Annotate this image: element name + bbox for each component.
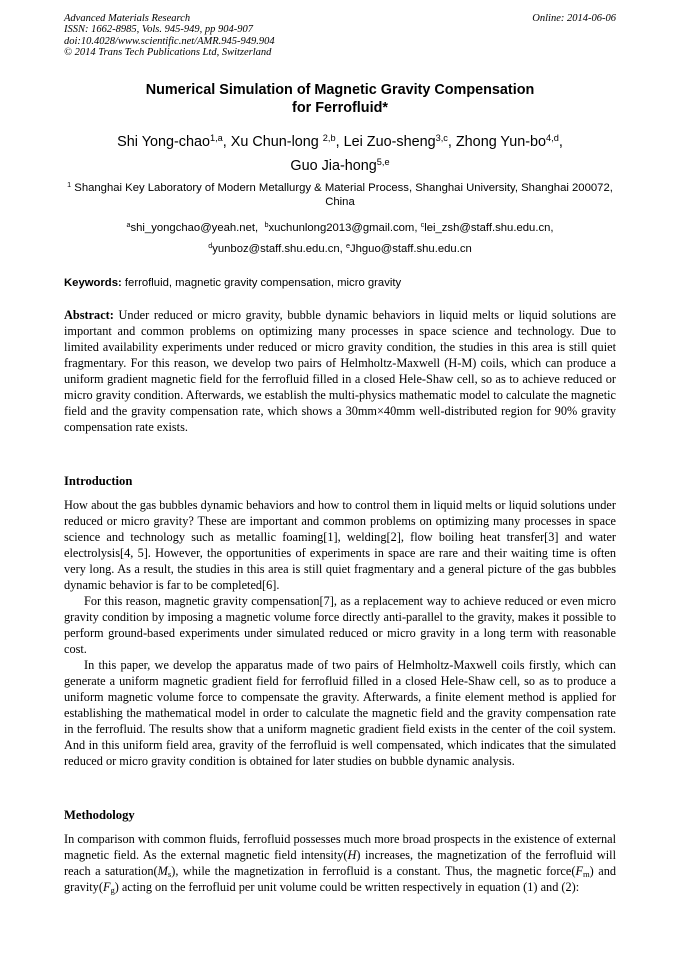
affiliation-mark: 1: [67, 180, 72, 190]
introduction-body: [64, 497, 616, 769]
email-mark: d: [208, 241, 213, 251]
author-affil-mark: 1,a: [209, 132, 223, 143]
paragraph: In this paper, we develop the apparatus made of two pairs of Helmholtz-Maxwell coils firstly, which can generate a uniform magnetic gradient field for ferrofluid filled in a closed Hele-Shaw cell, so as to produce a uniform magnetic volume force to compensate the gravity. Afterwards, a finite element method is applied for establishing the mathematical model in order to calculate the magnetic field and the gravity compensation rate in the ferrofluid. The results show that a uniform magnetic gradient field exists in the center of the coil system. And in this uniform field area, gravity of the ferrofluid is well compensated, which indicates that the simulated reduced or micro gravity condition is obtained for later studies on bubble dynamic analysis.: [64, 658, 616, 768]
symbol-fm: F: [575, 864, 583, 878]
email-mark: b: [264, 220, 269, 230]
paragraph: How about the gas bubbles dynamic behaviors and how to control them in liquid melts or liquid solutions under reduced or micro gravity? These are important and common problems on optimizing many processes in space science and technology such as metallic foaming[1], welding[2], flow boiling heat transfer[3] and water electrolysis[4, 5]. However, the opportunities of experiments in space are rare and their waiting time is often very long. As a result, the studies in this area is still quiet fragmentary and a general picture of the gas bubbles dynamic behavior is far to be completed[6].: [64, 498, 616, 592]
email-address[interactable]: xuchunlong2013@gmail.com,: [268, 222, 418, 234]
keywords-text: ferrofluid, magnetic gravity compensation, micro gravity: [121, 277, 402, 289]
text-run: In comparison with common fluids, ferrofluid possesses much more broad prospects in the existence of external magnetic field. As the external magnetic field intensity(: [64, 832, 616, 862]
symbol-fg-subscript: g: [110, 885, 115, 896]
author-name: Xu Chun-long: [230, 134, 323, 150]
email-address[interactable]: shi_yongchao@yeah.net,: [130, 222, 259, 234]
author-affil-mark: 2,b: [322, 132, 336, 143]
paragraph: For this reason, magnetic gravity compensation[7], as a replacement way to achieve reduced or even micro gravity condition by imposing a magnetic volume force directly anti-parallel to the gravity, makes it possible to perform ground-based experiments under simulated reduced or micro gravity in a long term with reasonable cost.: [64, 594, 616, 656]
author-affil-mark: 3,c: [435, 132, 448, 143]
abstract: [64, 307, 616, 435]
text-run: ) acting on the ferrofluid per unit volume could be written respectively in equation (1) and (2):: [114, 880, 580, 894]
email-address[interactable]: yunboz@staff.shu.edu.cn,: [212, 243, 343, 255]
methodology-body: [64, 831, 616, 895]
copyright-line: © 2014 Trans Tech Publications Ltd, Switzerland: [64, 47, 272, 59]
symbol-fm-subscript: m: [582, 869, 590, 880]
author-name: Shi Yong-chao: [117, 134, 210, 150]
title-line-1: Numerical Simulation of Magnetic Gravity Compensation: [145, 82, 535, 98]
email-mark: a: [126, 220, 131, 230]
symbol-fg: F: [102, 880, 111, 894]
title-line-2: for Ferrofluid*: [292, 100, 388, 116]
author-name: Guo Jia-hong: [290, 158, 377, 174]
keywords-label: Keywords:: [64, 277, 122, 289]
introduction-heading: Introduction: [64, 474, 133, 488]
doi-line: doi:10.4028/www.scientific.net/AMR.945-949.904: [64, 35, 275, 47]
journal-name: Advanced Materials Research: [64, 13, 191, 24]
email-mark: c: [420, 220, 425, 230]
text-run: ), while the magnetization in ferrofluid is a constant. Thus, the magnetic force(: [171, 864, 576, 878]
methodology-heading: Methodology: [64, 808, 135, 822]
affiliation-text: Shanghai Key Laboratory of Modern Metallurgy & Material Process, Shanghai University, Shanghai 200072, China: [71, 182, 613, 208]
email-address[interactable]: Jhguo@staff.shu.edu.cn: [349, 243, 472, 255]
text-run: ) and gravity(: [64, 864, 616, 894]
online-date: Online: 2014-06-06: [532, 13, 616, 24]
paragraph: [64, 831, 616, 895]
abstract-label: Abstract:: [64, 308, 114, 322]
author-list: Shi Yong-chao$^{1,a}$, Xu Chun-long $^{2,b}$, Lei Zuo-sheng$^{3,c}$, Zhong Yun-bo$^{4,d}$, Guo Jia-hong$^{5,e}$: [117, 132, 563, 174]
journal-header: [64, 13, 616, 59]
author-affil-mark: 5,e: [376, 156, 390, 167]
symbol-m-subscript: s: [167, 869, 172, 880]
issn-line: ISSN: 1662-8985, Vols. 945-949, pp 904-907: [64, 24, 253, 36]
symbol-m: M: [157, 864, 168, 878]
keywords: [64, 276, 616, 290]
affiliation: [64, 181, 616, 209]
abstract-text: Under reduced or micro gravity, bubble dynamic behaviors in liquid melts or liquid solutions are important and common problems on optimizing many processes in space science and technology. Due to limited availability experiments under reduced or micro gravity condition, the studies in this area is still quiet fragmentary. For this reason, we develop two pairs of Helmholtz-Maxwell (H-M) coils, which can produce a uniform gradient magnetic field for the ferrofluid filled in a closed Hele-Shaw cell, so as to achieve reduced or micro gravity condition. Afterwards, we establish the multi-physics mathematic model to calculate the magnetic field and the gravity compensation rate, which shows a 30mm×40mm well-distributed region for 90% gravity compensation rate exists.: [64, 308, 616, 434]
email-list: [64, 218, 616, 260]
symbol-h: H: [347, 848, 357, 862]
email-address[interactable]: lei_zsh@staff.shu.edu.cn,: [424, 222, 554, 234]
author-affil-mark: 4,d: [546, 132, 559, 143]
text-run: ) increases, the magnetization of the ferrofluid will reach a saturation(: [64, 848, 616, 878]
author-name: Lei Zuo-sheng: [343, 134, 436, 150]
email-mark: e: [345, 241, 350, 251]
paper-title: [64, 81, 616, 117]
author-name: Zhong Yun-bo: [455, 134, 547, 150]
